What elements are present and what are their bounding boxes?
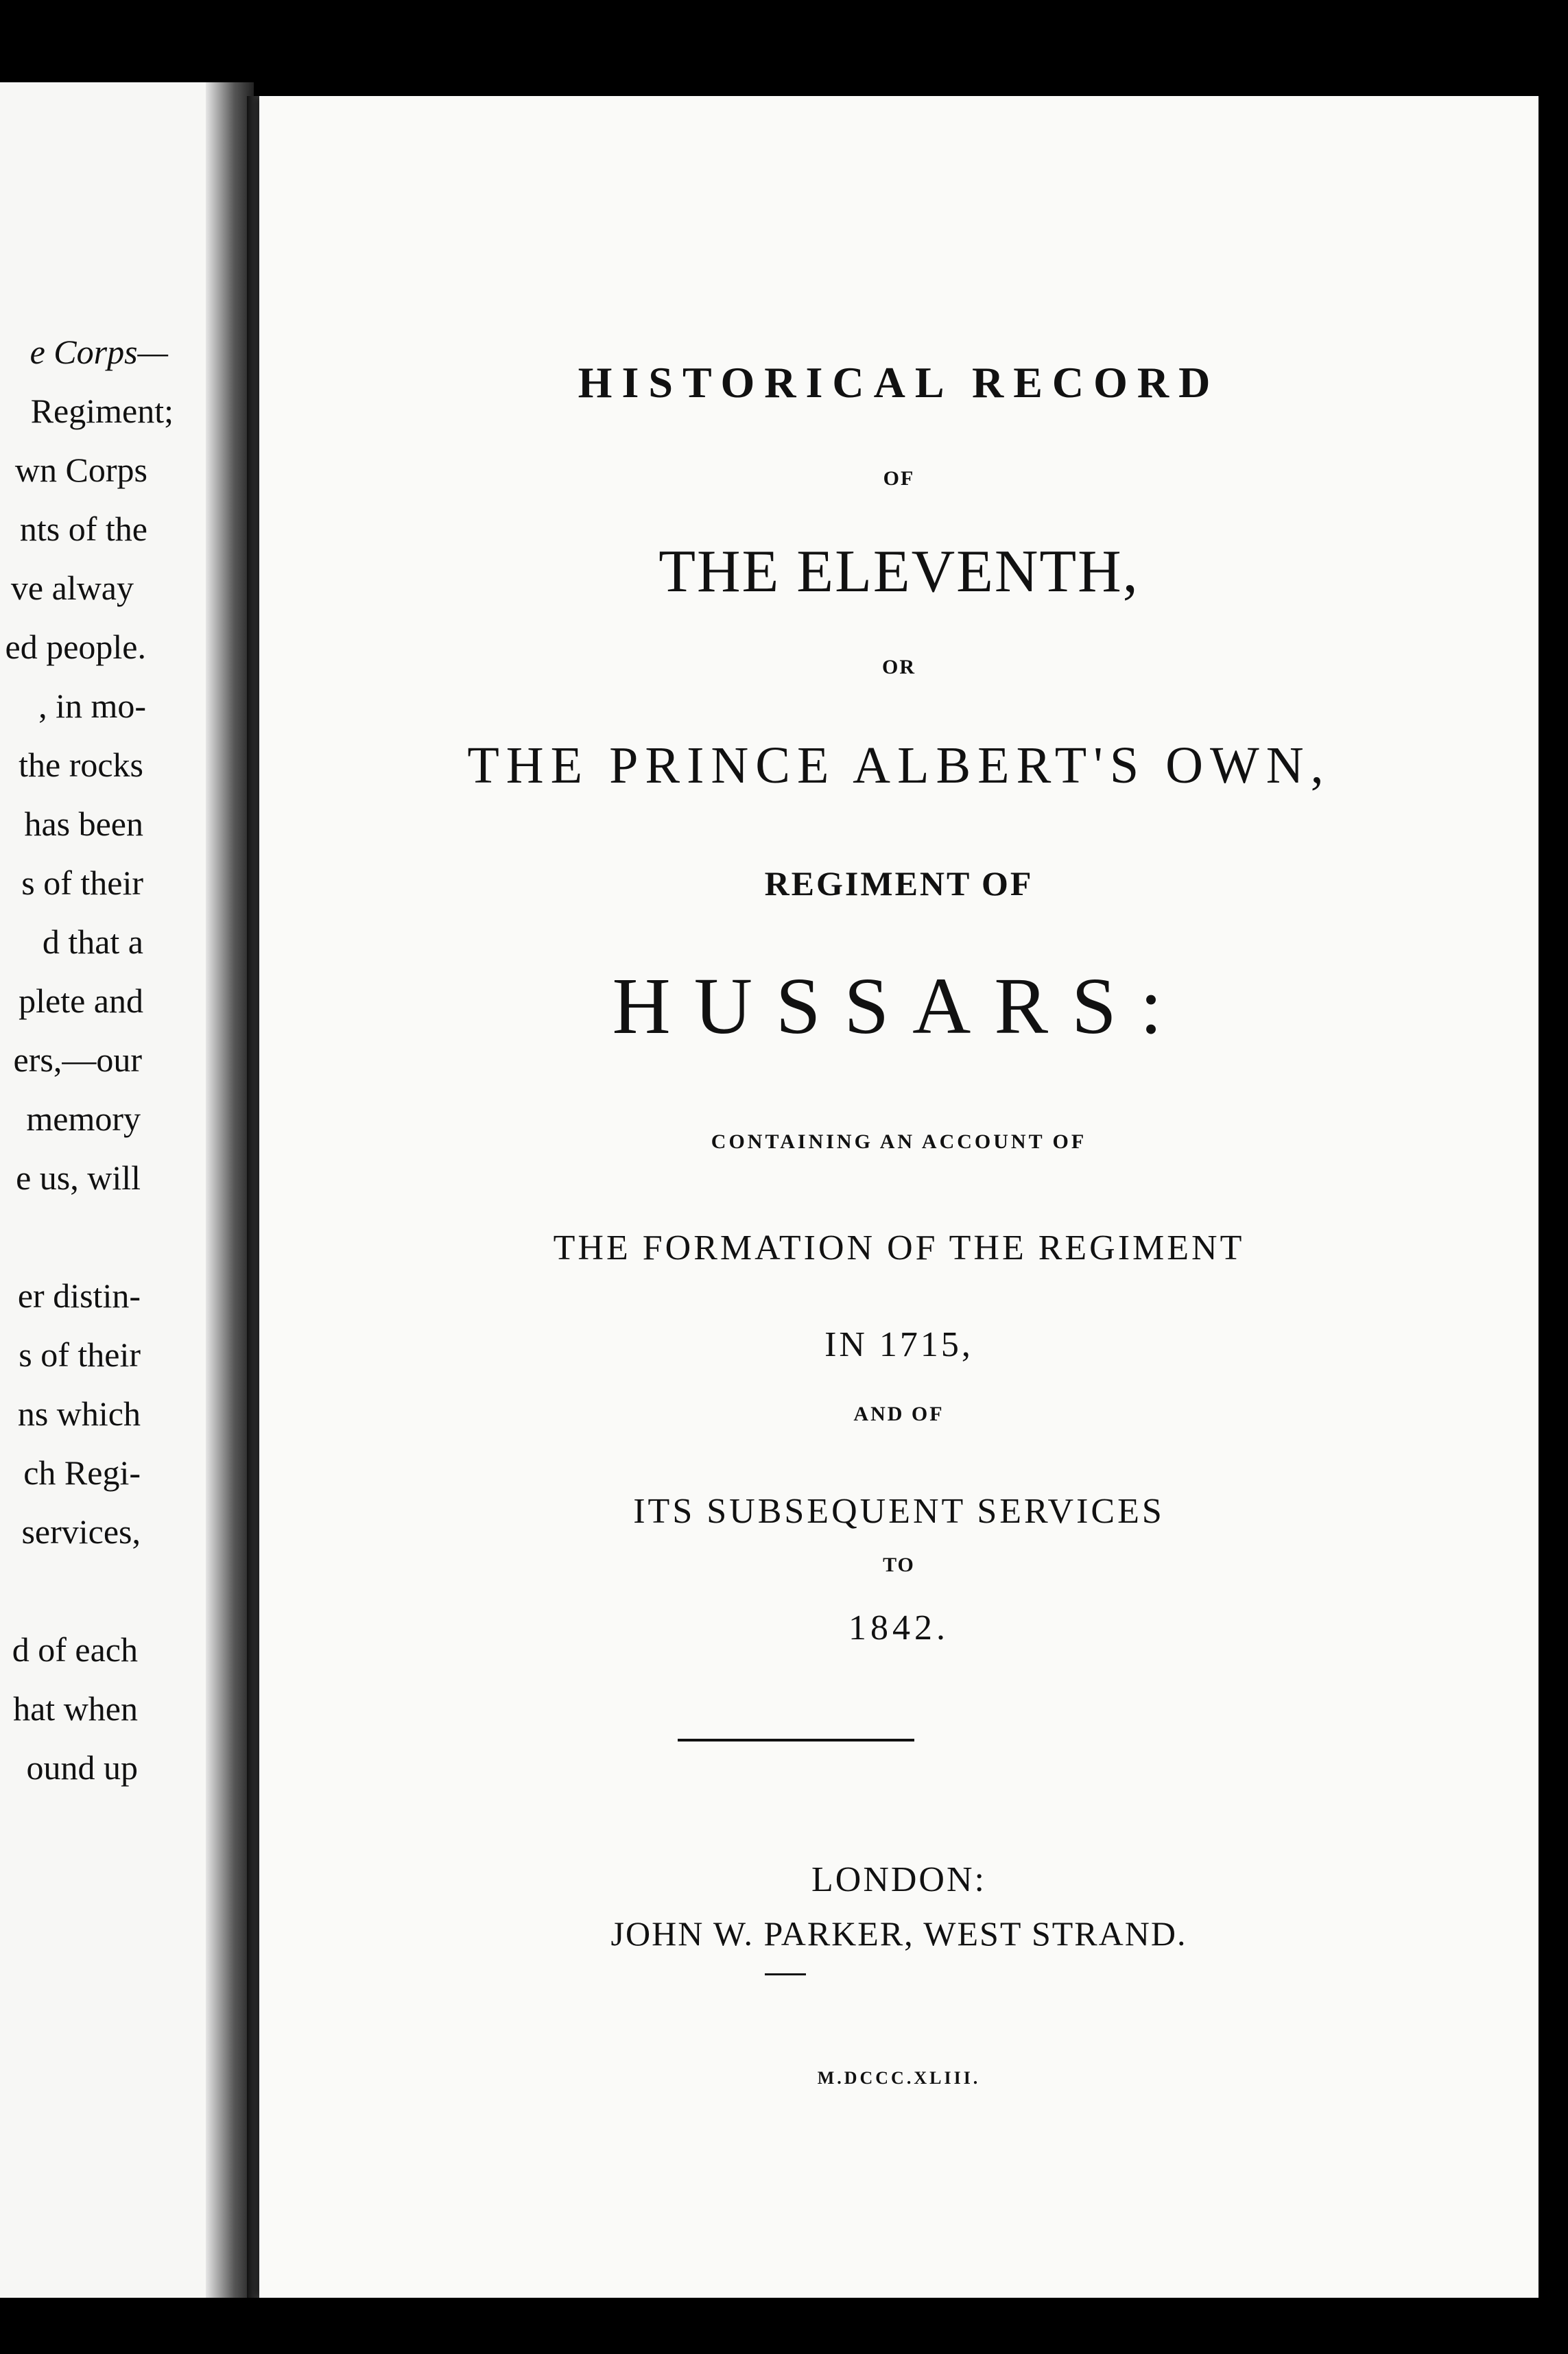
title-divider-rule (678, 1739, 914, 1741)
title-formation-of-regiment: THE FORMATION OF THE REGIMENT (553, 1228, 1245, 1268)
left-page-line: services, (21, 1512, 141, 1551)
left-page-line: nts of the (19, 510, 147, 548)
imprint-year: M.DCCC.XLIII. (817, 2068, 981, 2088)
left-page-line: memory (26, 1099, 141, 1138)
title-the-eleventh: THE ELEVENTH, (658, 538, 1139, 605)
left-page-line: ed people. (5, 628, 146, 666)
left-page-line: ns which (17, 1394, 141, 1433)
left-page-line: ch Regi- (23, 1453, 141, 1492)
imprint-publisher: JOHN W. PARKER, WEST STRAND. (610, 1914, 1187, 1953)
title-page (259, 96, 1539, 2298)
left-page-line: the rocks (19, 746, 143, 784)
title-or: OR (882, 656, 916, 678)
title-and-of: AND OF (853, 1403, 945, 1425)
title-1842: 1842. (848, 1608, 949, 1648)
left-page-line: ve alway (10, 569, 134, 607)
title-subsequent-services: ITS SUBSEQUENT SERVICES (633, 1492, 1165, 1531)
left-page-line: d that a (42, 923, 143, 961)
left-page-line: e Corps— (29, 333, 168, 371)
left-page-line: , in mo- (38, 687, 146, 725)
title-historical-record: HISTORICAL RECORD (578, 358, 1220, 407)
title-of: OF (883, 467, 915, 490)
title-in-1715: IN 1715, (824, 1325, 973, 1364)
title-to: TO (883, 1554, 915, 1576)
left-page-line: er distin- (17, 1276, 141, 1315)
title-regiment-of: REGIMENT OF (764, 864, 1034, 903)
left-page-line: e us, will (16, 1158, 141, 1197)
left-page-line: ers,—our (13, 1041, 142, 1079)
imprint-short-rule (765, 1973, 806, 1975)
left-page-line: plete and (19, 982, 143, 1020)
left-page-line: Regiment; (30, 392, 174, 430)
title-containing-account: CONTAINING AN ACCOUNT OF (711, 1130, 1087, 1153)
left-page-line: d of each (12, 1630, 138, 1669)
title-prince-alberts-own: THE PRINCE ALBERT'S OWN, (467, 737, 1331, 794)
title-hussars: HUSSARS: (612, 961, 1186, 1051)
left-page-line: has been (24, 805, 143, 843)
imprint-london: LONDON: (811, 1860, 986, 1899)
left-page-line: hat when (13, 1689, 138, 1728)
left-page-line: wn Corps (14, 451, 147, 489)
left-page-line: s of their (19, 1335, 141, 1374)
left-page-line: ound up (26, 1748, 138, 1787)
left-page-line: s of their (21, 864, 143, 902)
left-facing-page (0, 82, 237, 2298)
